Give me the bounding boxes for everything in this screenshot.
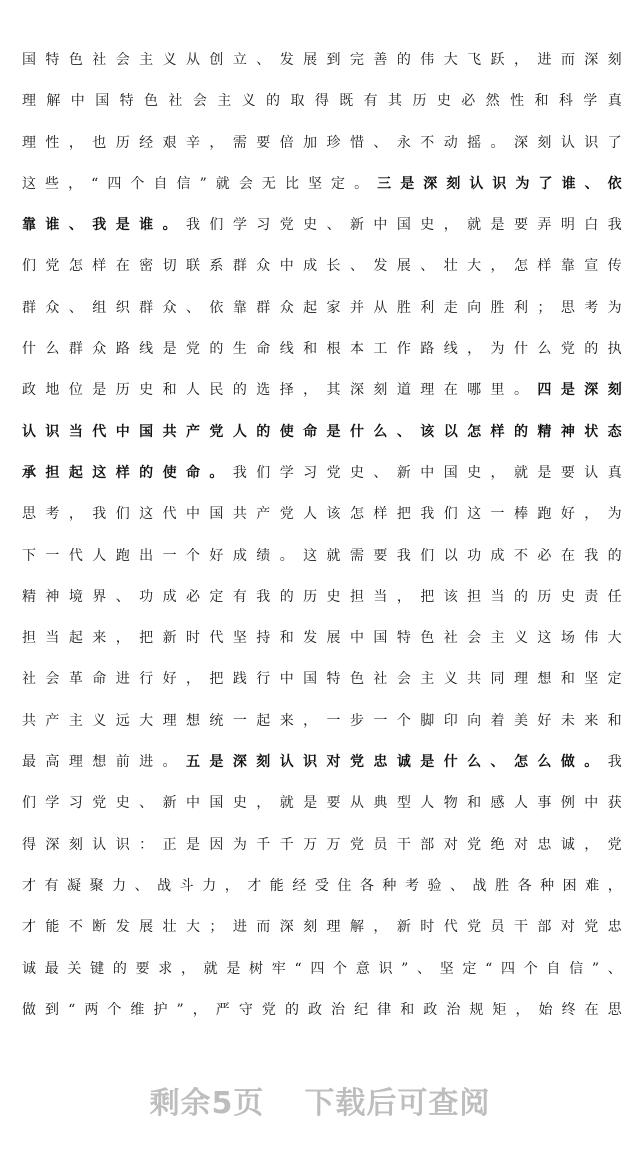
body-text: 们党怎样在密切联系群众中成长、发展、壮大，怎样靠宣传 — [22, 258, 622, 275]
download-to-view-label[interactable]: 下载后可查阅 — [304, 1086, 491, 1121]
body-text: 思考，我们这代中国共产党人该怎样把我们这一棒跑好，为 — [22, 506, 622, 523]
body-text: 社会革命进行好，把践行中国特色社会主义共同理想和坚定 — [22, 671, 622, 688]
text-line — [22, 990, 622, 1031]
document-body — [22, 40, 622, 1031]
bold-heading-text: 认识当代中国共产党人的使命是什么、该以怎样的精神状态 — [22, 423, 622, 440]
bold-heading-text: 三是深刻认识为了谁、依 — [377, 175, 622, 192]
bold-heading-text: 承担起这样的使命。 — [22, 464, 233, 481]
download-prompt[interactable] — [0, 1078, 640, 1122]
text-line — [22, 453, 622, 494]
body-text: 国特色社会主义从创立、发展到完善的伟大飞跃，进而深刻 — [22, 52, 622, 68]
text-line — [22, 907, 622, 948]
text-line — [22, 40, 622, 81]
text-line — [22, 288, 622, 329]
text-line — [22, 825, 622, 866]
body-text: 做到“两个维护”，严守党的政治纪律和政治规矩，始终在思 — [22, 1001, 622, 1018]
body-text: 理性，也历经艰辛，需要倍加珍惜、永不动摇。深刻认识了 — [22, 134, 622, 151]
text-line — [22, 742, 622, 783]
body-text: 担当起来，把新时代坚持和发展中国特色社会主义这场伟大 — [22, 630, 622, 647]
bold-heading-text: 五是深刻认识对党忠诚是什么、怎么做。 — [186, 754, 608, 771]
body-text: 共产主义远大理想统一起来，一步一个脚印向着美好未来和 — [22, 712, 622, 729]
text-line — [22, 412, 622, 453]
text-line — [22, 701, 622, 742]
text-line — [22, 949, 622, 990]
text-line — [22, 577, 622, 618]
text-line — [22, 205, 622, 246]
text-line — [22, 494, 622, 535]
text-line — [22, 659, 622, 700]
text-line — [22, 123, 622, 164]
body-text: 们学习党史、新中国史，就是要从典型人物和感人事例中获 — [22, 795, 622, 812]
remaining-pages-label[interactable]: 剩余5页 — [149, 1086, 265, 1121]
text-line — [22, 81, 622, 122]
body-text: 才能不断发展壮大；进而深刻理解，新时代党员干部对党忠 — [22, 919, 622, 936]
text-line — [22, 783, 622, 824]
body-text: 群众、组织群众、依靠群众起家并从胜利走向胜利；思考为 — [22, 299, 622, 316]
body-text: 诚最关键的要求，就是树牢“四个意识”、坚定“四个自信”、 — [22, 960, 622, 977]
body-text: 我们学习党史、新中国史，就是要弄明白我 — [186, 217, 622, 234]
bold-heading-text: 靠谁、我是谁。 — [22, 217, 186, 234]
text-line — [22, 370, 622, 411]
body-text: 理解中国特色社会主义的取得既有其历史必然性和科学真 — [22, 93, 622, 110]
body-text: 这些，“四个自信”就会无比坚定。 — [22, 175, 378, 192]
body-text: 得深刻认识：正是因为千千万万党员干部对党绝对忠诚，党 — [22, 836, 622, 853]
text-line — [22, 329, 622, 370]
body-text: 下一代人跑出一个好成绩。这就需要我们以功成不必在我的 — [22, 547, 622, 564]
bold-heading-text: 四是深刻 — [537, 382, 622, 399]
text-line — [22, 866, 622, 907]
body-text: 我 — [607, 754, 622, 771]
body-text: 最高理想前进。 — [22, 754, 186, 771]
body-text: 政地位是历史和人民的选择，其深刻道理在哪里。 — [22, 382, 538, 399]
text-line — [22, 246, 622, 287]
text-line — [22, 536, 622, 577]
body-text: 精神境界、功成必定有我的历史担当，把该担当的历史责任 — [22, 588, 622, 605]
text-line — [22, 164, 622, 205]
body-text: 我们学习党史、新中国史，就是要认真 — [232, 464, 622, 481]
text-line — [22, 618, 622, 659]
body-text: 才有凝聚力、战斗力，才能经受住各种考验、战胜各种困难， — [22, 877, 622, 894]
body-text: 什么群众路线是党的生命线和根本工作路线，为什么党的执 — [22, 341, 622, 358]
